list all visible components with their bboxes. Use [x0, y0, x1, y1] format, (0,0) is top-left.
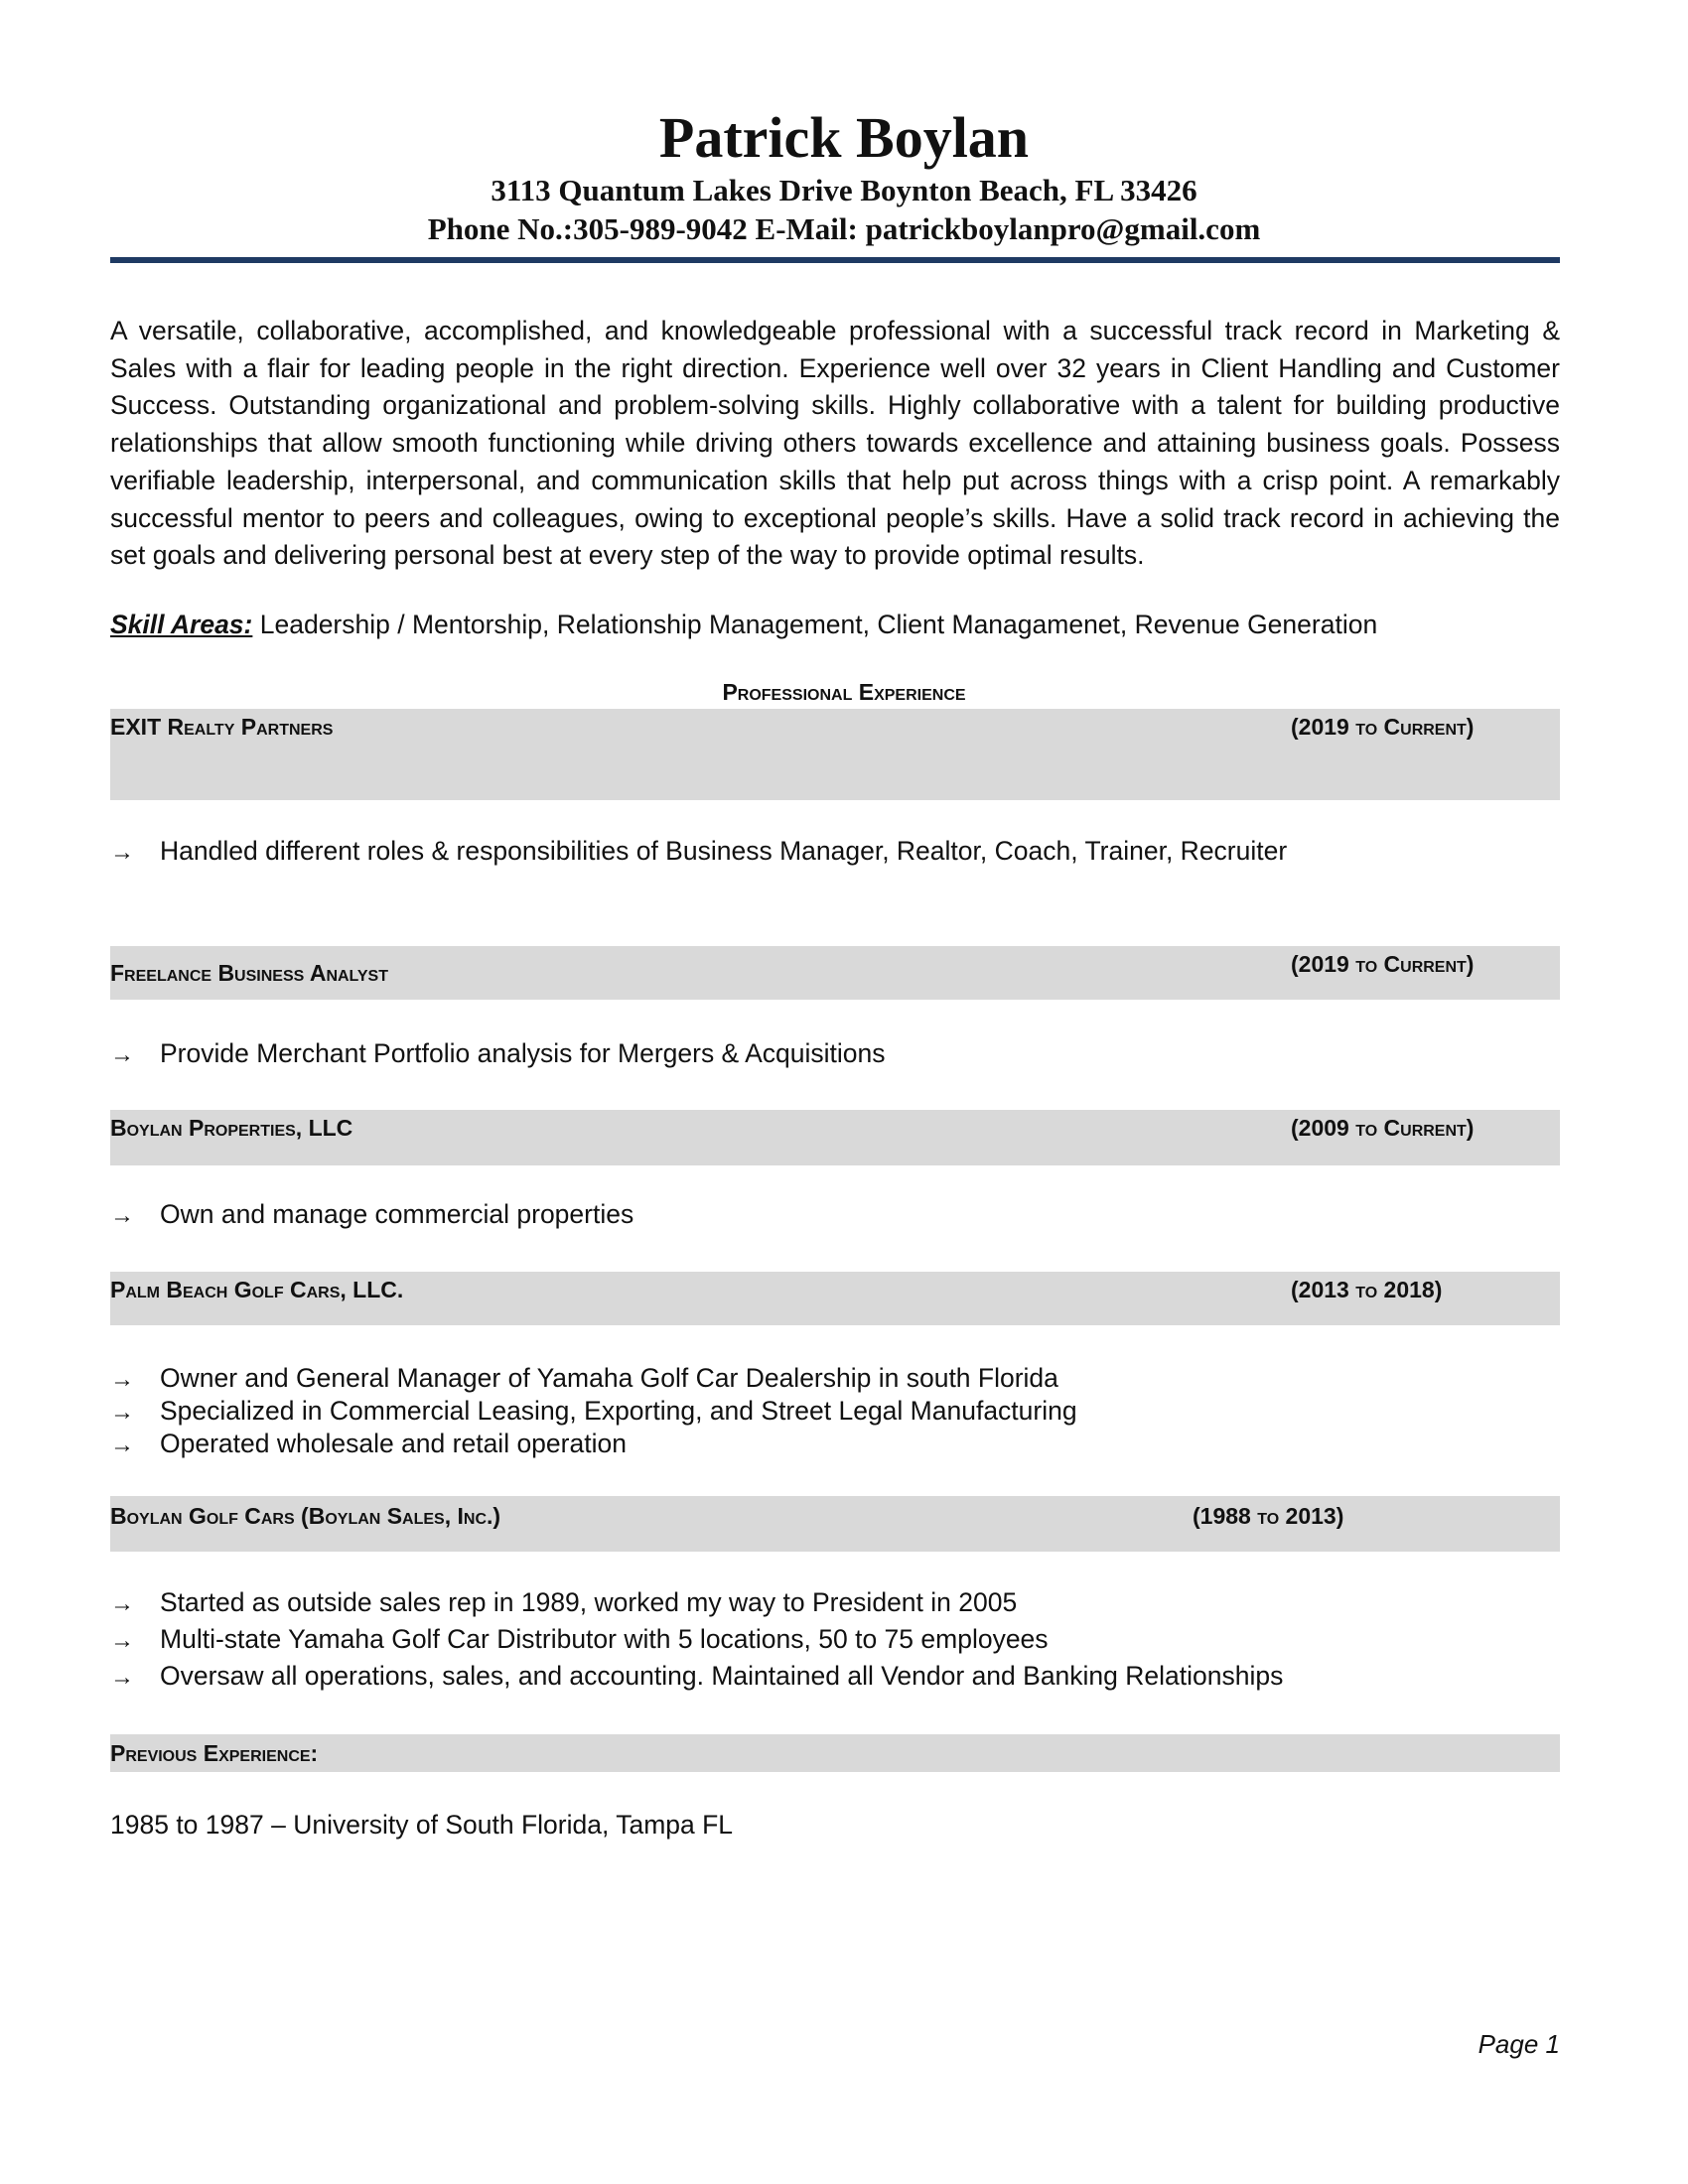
bullet-text: Specialized in Commercial Leasing, Exporting, and Street Legal Manufacturing — [160, 1396, 1077, 1426]
arrow-icon: → — [110, 1432, 134, 1458]
bullet-text: Owner and General Manager of Yamaha Golf Car Dealership in south Florida — [160, 1363, 1058, 1393]
arrow-icon: → — [110, 1399, 134, 1426]
arrow-icon: → — [110, 1366, 134, 1393]
job-bullet — [110, 1585, 1017, 1621]
bullet-text: Handled different roles & responsibilities of Business Manager, Realtor, Coach, Trainer, Recruiter — [160, 836, 1288, 866]
bullet-text: Oversaw all operations, sales, and accounting. Maintained all Vendor and Banking Relationships — [160, 1661, 1284, 1691]
arrow-icon: → — [110, 1664, 134, 1691]
job-dates: (1988 to 2013) — [1193, 1503, 1344, 1529]
arrow-icon: → — [110, 1041, 134, 1068]
previous-experience-header — [110, 1734, 1560, 1772]
job-dates: (2009 to Current) — [1291, 1115, 1475, 1141]
job-header — [110, 946, 1560, 1000]
bullet-text: Provide Merchant Portfolio analysis for Mergers & Acquisitions — [160, 1038, 886, 1068]
skill-areas-label: Skill Areas: — [110, 610, 253, 639]
bullet-text: Own and manage commercial properties — [160, 1199, 634, 1229]
job-bullet — [110, 1622, 1049, 1658]
skill-areas — [110, 608, 1377, 641]
arrow-icon: → — [110, 1202, 134, 1229]
bullet-text: Started as outside sales rep in 1989, worked my way to President in 2005 — [160, 1587, 1018, 1617]
job-bullet — [110, 1394, 1077, 1430]
previous-experience-label: Previous Experience: — [110, 1740, 319, 1766]
page-number: Page 1 — [1477, 2029, 1560, 2059]
job-header — [110, 1496, 1560, 1552]
skill-areas-value: Leadership / Mentorship, Relationship Management, Client Managamenet, Revenue Generation — [252, 610, 1378, 639]
job-bullet — [110, 1659, 1283, 1695]
job-bullet — [110, 834, 1287, 870]
job-dates: (2019 to Current) — [1291, 714, 1475, 740]
job-bullet — [110, 1427, 627, 1462]
contact-info: Phone No.:305-989-9042 E-Mail: patrickboylanpro@gmail.com — [427, 211, 1261, 246]
arrow-icon: → — [110, 1590, 134, 1617]
company-name: Boylan Golf Cars (Boylan Sales, Inc.) — [110, 1503, 501, 1529]
job-dates: (2013 to 2018) — [1291, 1277, 1443, 1302]
company-name: Freelance Business Analyst — [110, 960, 388, 986]
previous-experience-entry: 1985 to 1987 – University of South Florida, Tampa FL — [110, 1810, 734, 1840]
company-name: EXIT Realty Partners — [110, 714, 334, 740]
summary-paragraph: A versatile, collaborative, accomplished, and knowledgeable professional with a successful track record in Marketing & Sales with a flair for leading people in the right direction. Experience well over 32 years in Client Handling and Customer Success. Outstanding organizational and problem-solving skills. Highly collaborative with a talent for building productive relationships that allow smooth functioning while driving others towards excellence and attaining business goals. Possess verifiable leadership, interpersonal, and communication skills that help put across things with a crisp point. A remarkably successful mentor to peers and colleagues, owing to exceptional people’s skills. Have a solid track record in achieving the set goals and delivering personal best at every step of the way to provide optimal results. — [110, 316, 1560, 571]
job-bullet — [110, 1197, 633, 1233]
job-dates: (2019 to Current) — [1291, 951, 1475, 977]
job-bullet — [110, 1036, 886, 1072]
job-header — [110, 1110, 1560, 1165]
bullet-text: Operated wholesale and retail operation — [160, 1429, 627, 1458]
job-bullet — [110, 1361, 1058, 1397]
job-header — [110, 709, 1560, 800]
company-name: Palm Beach Golf Cars, LLC. — [110, 1277, 404, 1302]
bullet-text: Multi-state Yamaha Golf Car Distributor with 5 locations, 50 to 75 employees — [160, 1624, 1049, 1654]
header-divider — [110, 257, 1560, 263]
job-header — [110, 1272, 1560, 1325]
section-heading-experience: Professional Experience — [722, 679, 966, 705]
arrow-icon: → — [110, 1627, 134, 1654]
company-name: Boylan Properties, LLC — [110, 1115, 353, 1141]
candidate-name: Patrick Boylan — [658, 105, 1030, 170]
arrow-icon: → — [110, 839, 134, 866]
address: 3113 Quantum Lakes Drive Boynton Beach, FL 33426 — [491, 173, 1197, 207]
